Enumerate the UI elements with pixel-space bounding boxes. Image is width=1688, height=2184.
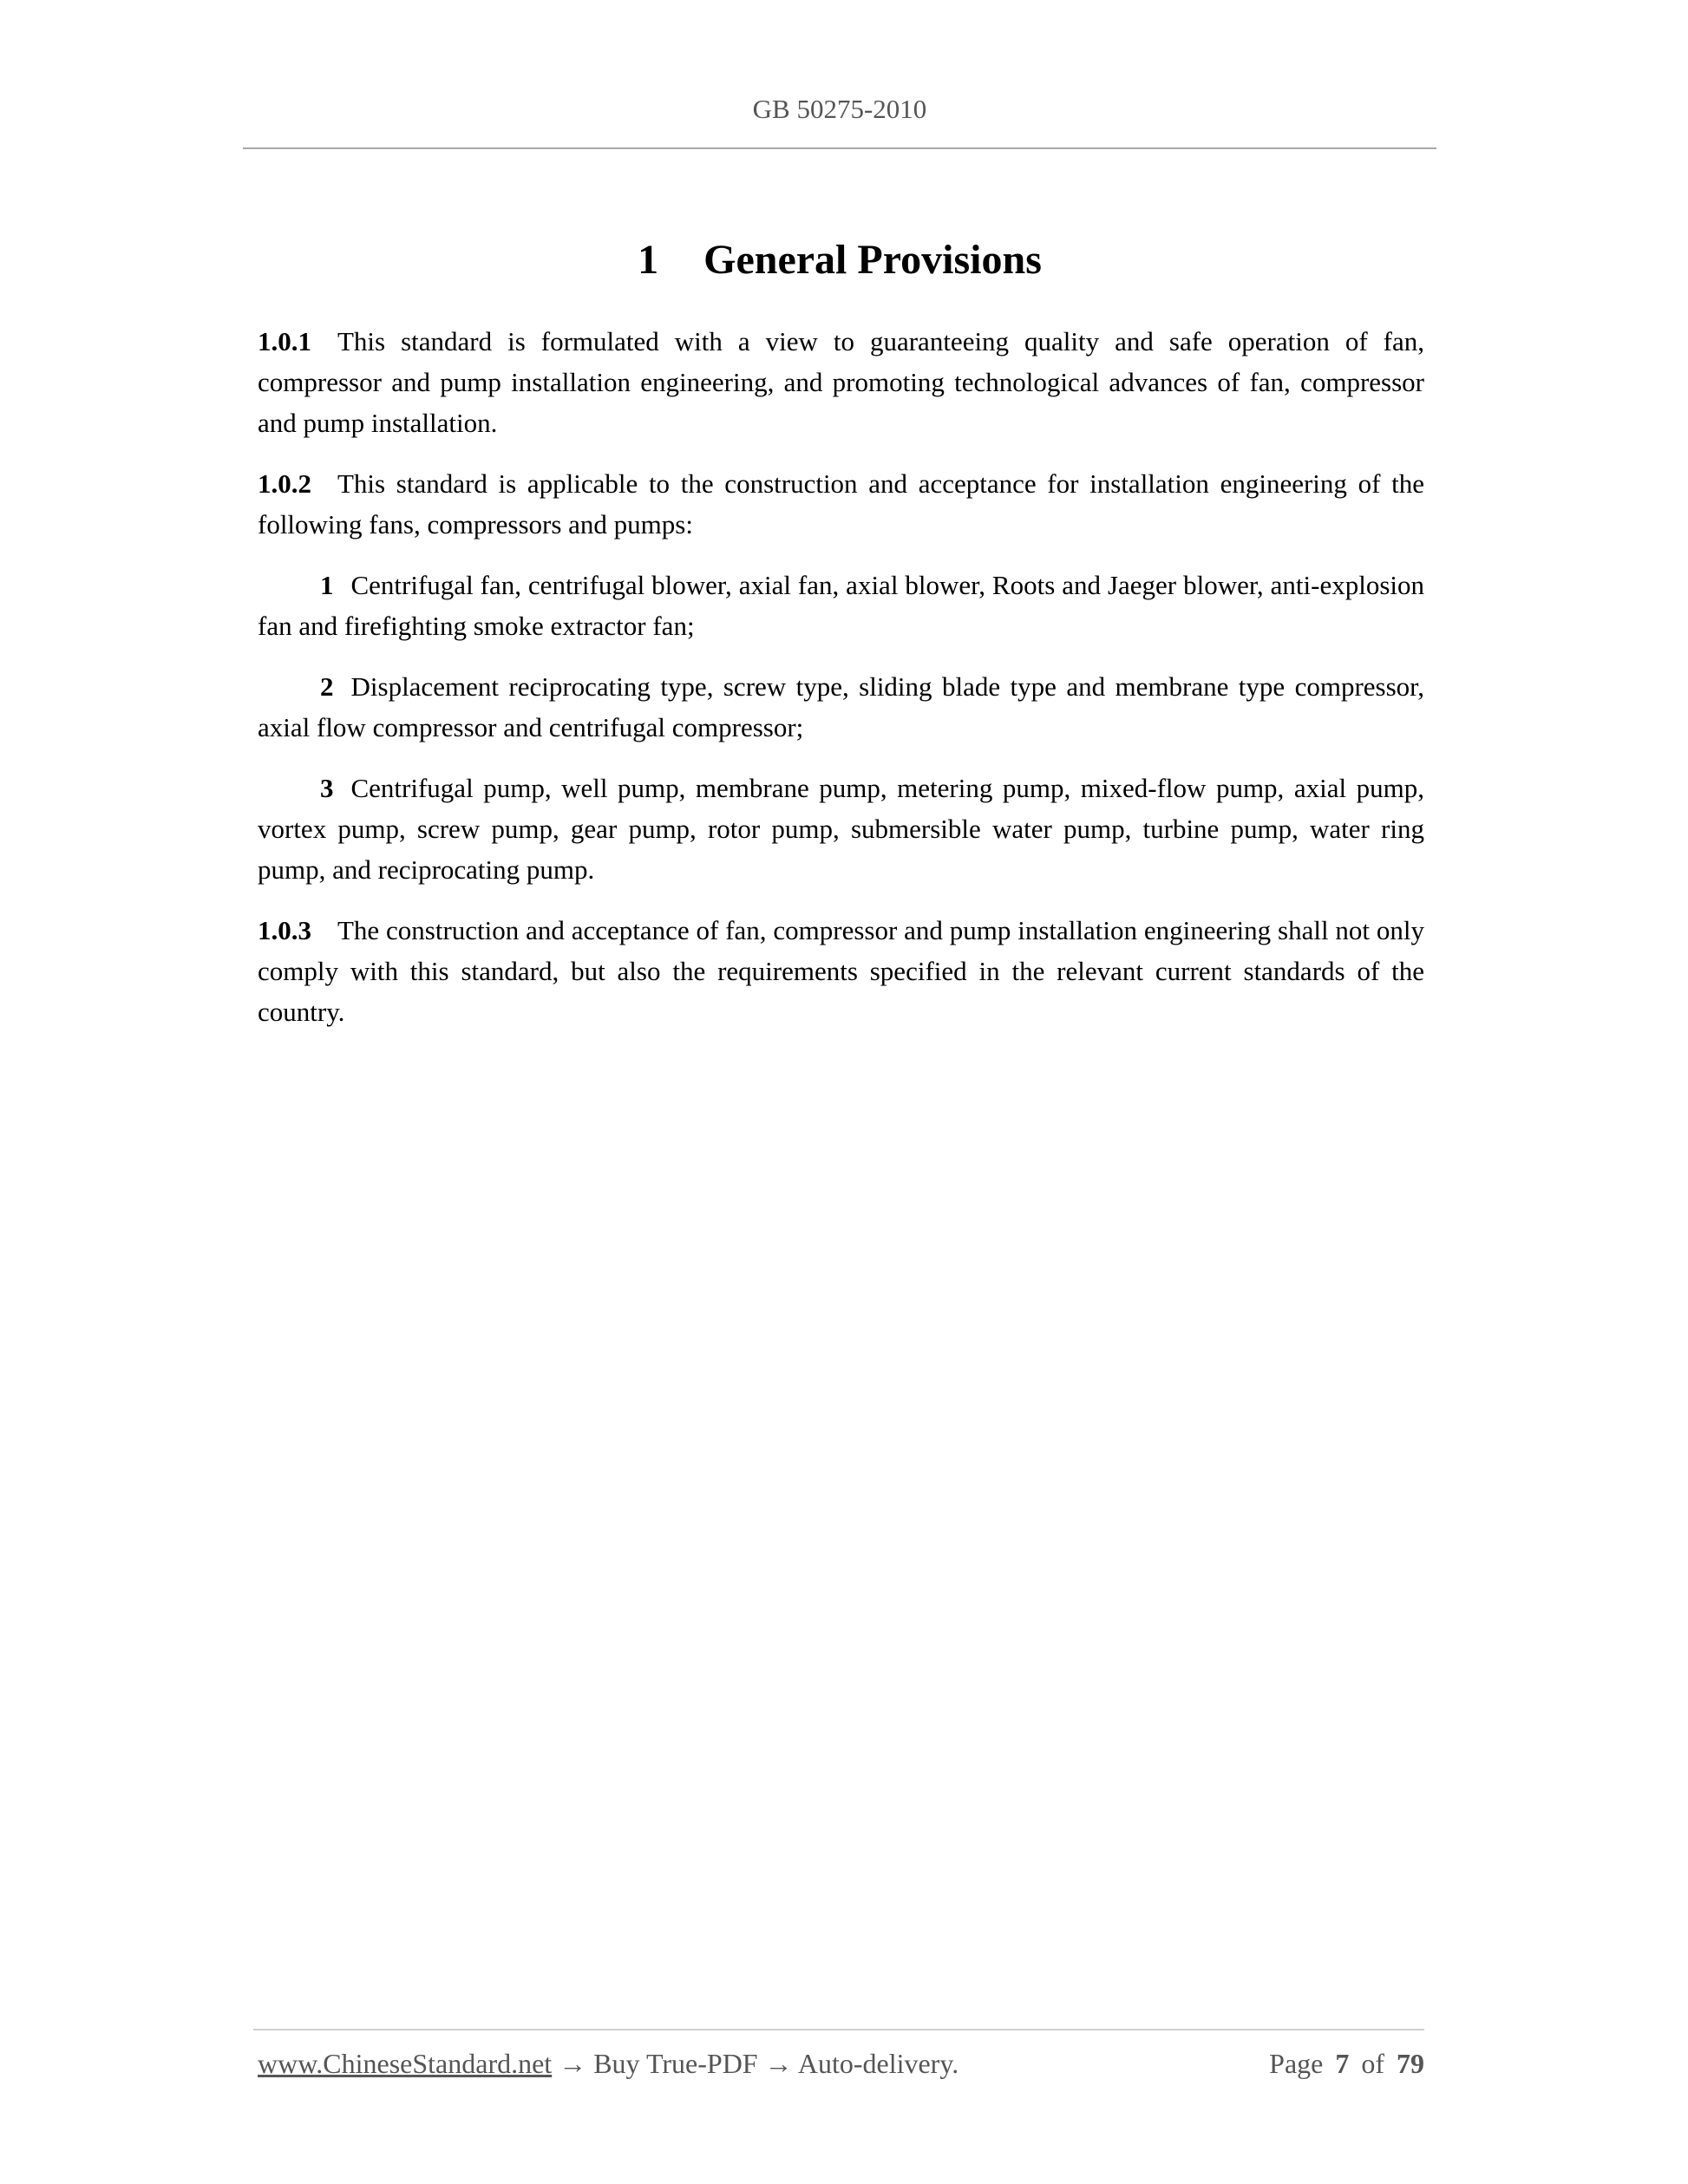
arrow-right-icon: → (559, 2048, 587, 2079)
chapter-title-text: General Provisions (703, 237, 1042, 283)
item-text: Centrifugal pump, well pump, membrane pump, metering pump, mixed-flow pump, axial pump, vortex pump, screw pump, gear pump, rotor pump, submersible water pump, turbine pump, water ring pump, and reciprocating pump. (258, 773, 1424, 885)
chapter-number: 1 (638, 237, 659, 283)
clause-1-0-2 (258, 463, 1424, 545)
clause-1-0-1 (258, 321, 1424, 443)
header-divider (243, 147, 1436, 149)
clause-number: 1.0.1 (258, 326, 311, 356)
document-body (258, 321, 1424, 1052)
page-number (1269, 2043, 1424, 2083)
list-item-2 (258, 666, 1424, 748)
item-number: 2 (320, 671, 334, 702)
footer-promo (258, 2043, 958, 2083)
item-text: Displacement reciprocating type, screw type, sliding blade type and membrane type compressor, axial flow compressor and centrifugal compressor; (258, 671, 1424, 742)
item-text: Centrifugal fan, centrifugal blower, axial fan, axial blower, Roots and Jaeger blower, anti-explosion fan and firefighting smoke extractor fan; (258, 570, 1424, 641)
arrow-right-icon: → (764, 2048, 793, 2079)
clause-1-0-3 (258, 910, 1424, 1032)
website-link[interactable]: www.ChineseStandard.net (258, 2048, 553, 2079)
clause-number: 1.0.3 (258, 915, 311, 945)
current-page: 7 (1335, 2048, 1350, 2079)
item-number: 3 (320, 773, 334, 803)
list-item-3 (258, 768, 1424, 890)
clause-number: 1.0.2 (258, 468, 311, 499)
page-label: Page (1269, 2048, 1324, 2079)
chapter-title (243, 236, 1436, 284)
buy-pdf-text: Buy True-PDF (593, 2048, 758, 2079)
clause-text: The construction and acceptance of fan, compressor and pump installation engineering shall not only comply with this standard, but also the requirements specified in the relevant current standards of the country. (258, 915, 1424, 1027)
standard-code: GB 50275-2010 (752, 94, 927, 124)
list-item-1 (258, 565, 1424, 646)
item-number: 1 (320, 570, 334, 600)
of-label: of (1361, 2048, 1384, 2079)
footer-divider (253, 2029, 1424, 2030)
clause-text: This standard is formulated with a view to guaranteeing quality and safe operation of fan, compressor and pump installation engineering, and promoting technological advances of fan, compressor and pump installation. (258, 326, 1424, 438)
page-header (243, 94, 1436, 125)
total-pages: 79 (1397, 2048, 1424, 2079)
auto-delivery-text: Auto-delivery. (797, 2048, 959, 2079)
clause-text: This standard is applicable to the construction and acceptance for installation engineering of the following fans, compressors and pumps: (258, 468, 1424, 539)
